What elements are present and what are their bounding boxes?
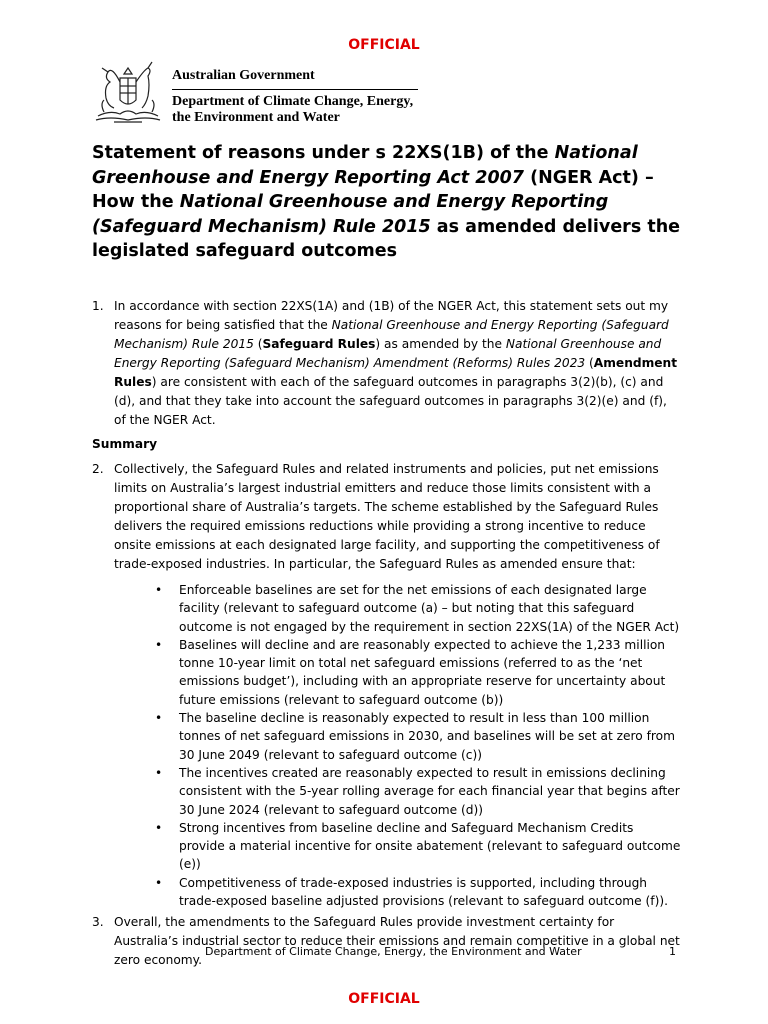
text-run: In accordance with section 22XS(1A) and (1B) of the NGER Act, this statement sets out my reasons for being satisfied that the [114,299,669,332]
amendment-title: National Greenhouse and Energy Reporting (Safeguard Mechanism) Amendment (Reforms) Rules 2023 [114,337,662,370]
document-body [92,297,682,970]
department-name [172,94,432,126]
coat-of-arms-icon [90,56,166,128]
text-run: ( [253,337,263,351]
summary-heading: Summary [92,437,158,451]
paragraph-text: Collectively, the Safeguard Rules and related instruments and policies, put net emissions limits on Australia’s largest industrial emitters and reduce those limits consistent with a proportional share of Australia’s targets. The scheme established by the Safeguard Rules delivers the required emissions reductions while providing a strong incentive to reduce onsite emissions at each designated large facility, and supporting the competitiveness of trade-exposed industries. In particular, the Safeguard Rules as amended ensure that: [114,462,660,571]
outcome-bullet-list [92,581,682,910]
defined-term: Amendment Rules [114,356,678,389]
defined-term: Safeguard Rules [262,337,376,351]
footer-department: Department of Climate Change, Energy, the Environment and Water [205,945,582,958]
department-line-2: the Environment and Water [172,110,340,125]
list-item: • Baselines will decline and are reasonably expected to achieve the 1,233 million tonne 10-year limit on total net safeguard emissions (referred to as the ‘net emissions budget’), including with an appropriate reserve for uncertainty about future emissions (relevant to safeguard outcome (b)) [179,636,682,709]
text-run: ( [585,356,594,370]
title-rule-name: National Greenhouse and Energy Reporting (Safeguard Mechanism) Rule 2015 [92,192,609,237]
text-run: ) are consistent with each of the safeguard outcomes in paragraphs 3(2)(b), (c) and (d), and that they take into account the safeguard outcomes in paragraphs 3(2)(e) and (f), of the NGER Act. [114,375,667,427]
classification-marking-top: OFFICIAL [348,37,420,53]
list-item: • Enforceable baselines are set for the net emissions of each designated large facility (relevant to safeguard outcome (a) – but noting that this safeguard outcome is not engaged by the requirement in section 22XS(1A) of the NGER Act) [179,581,682,636]
list-item: • The incentives created are reasonably expected to result in emissions declining consistent with the 5-year rolling average for each financial year that begins after 30 June 2024 (relevant to safeguard outcome (d)) [179,764,682,819]
paragraph-2 [92,460,682,574]
title-part-2: (NGER Act) – How the [92,167,654,212]
document-title [92,141,692,264]
list-item: • Competitiveness of trade-exposed industries is supported, including through trade-exposed baseline adjusted provisions (relevant to safeguard outcome (f)). [179,874,682,911]
paragraph-number: 1. [92,299,104,313]
rule-title: National Greenhouse and Energy Reporting (Safeguard Mechanism) Rule 2015 [114,318,669,351]
list-item: • The baseline decline is reasonably expected to result in less than 100 million tonnes of net safeguard emissions in 2030, and baselines will be set at zero from 30 June 2049 (relevant to safeguard outcome (c)) [179,709,682,764]
title-act-name: National Greenhouse and Energy Reporting Act 2007 [92,143,638,188]
header-rule [172,89,418,90]
government-header [172,68,432,126]
list-item: • Strong incentives from baseline decline and Safeguard Mechanism Credits provide a material incentive for onsite abatement (relevant to safeguard outcome (e)) [179,819,682,874]
classification-marking-bottom: OFFICIAL [348,991,420,1007]
paragraph-3 [92,913,682,970]
paragraph-number: 3. [92,915,104,930]
title-part-1: Statement of reasons under s 22XS(1B) of the [92,143,555,163]
paragraph-number: 2. [92,462,104,476]
paragraph-1 [92,297,682,430]
paragraph-text: Overall, the amendments to the Safeguard Rules provide investment certainty for Australia’s industrial sector to reduce their emissions and remain competitive in a global net zero economy. [114,915,680,968]
department-line-1: Department of Climate Change, Energy, [172,94,414,109]
text-run: ) as amended by the [375,337,506,351]
title-part-3: as amended delivers the legislated safeguard outcomes [92,216,681,261]
government-name: Australian Government [172,68,315,83]
page-number: 1 [669,945,676,958]
